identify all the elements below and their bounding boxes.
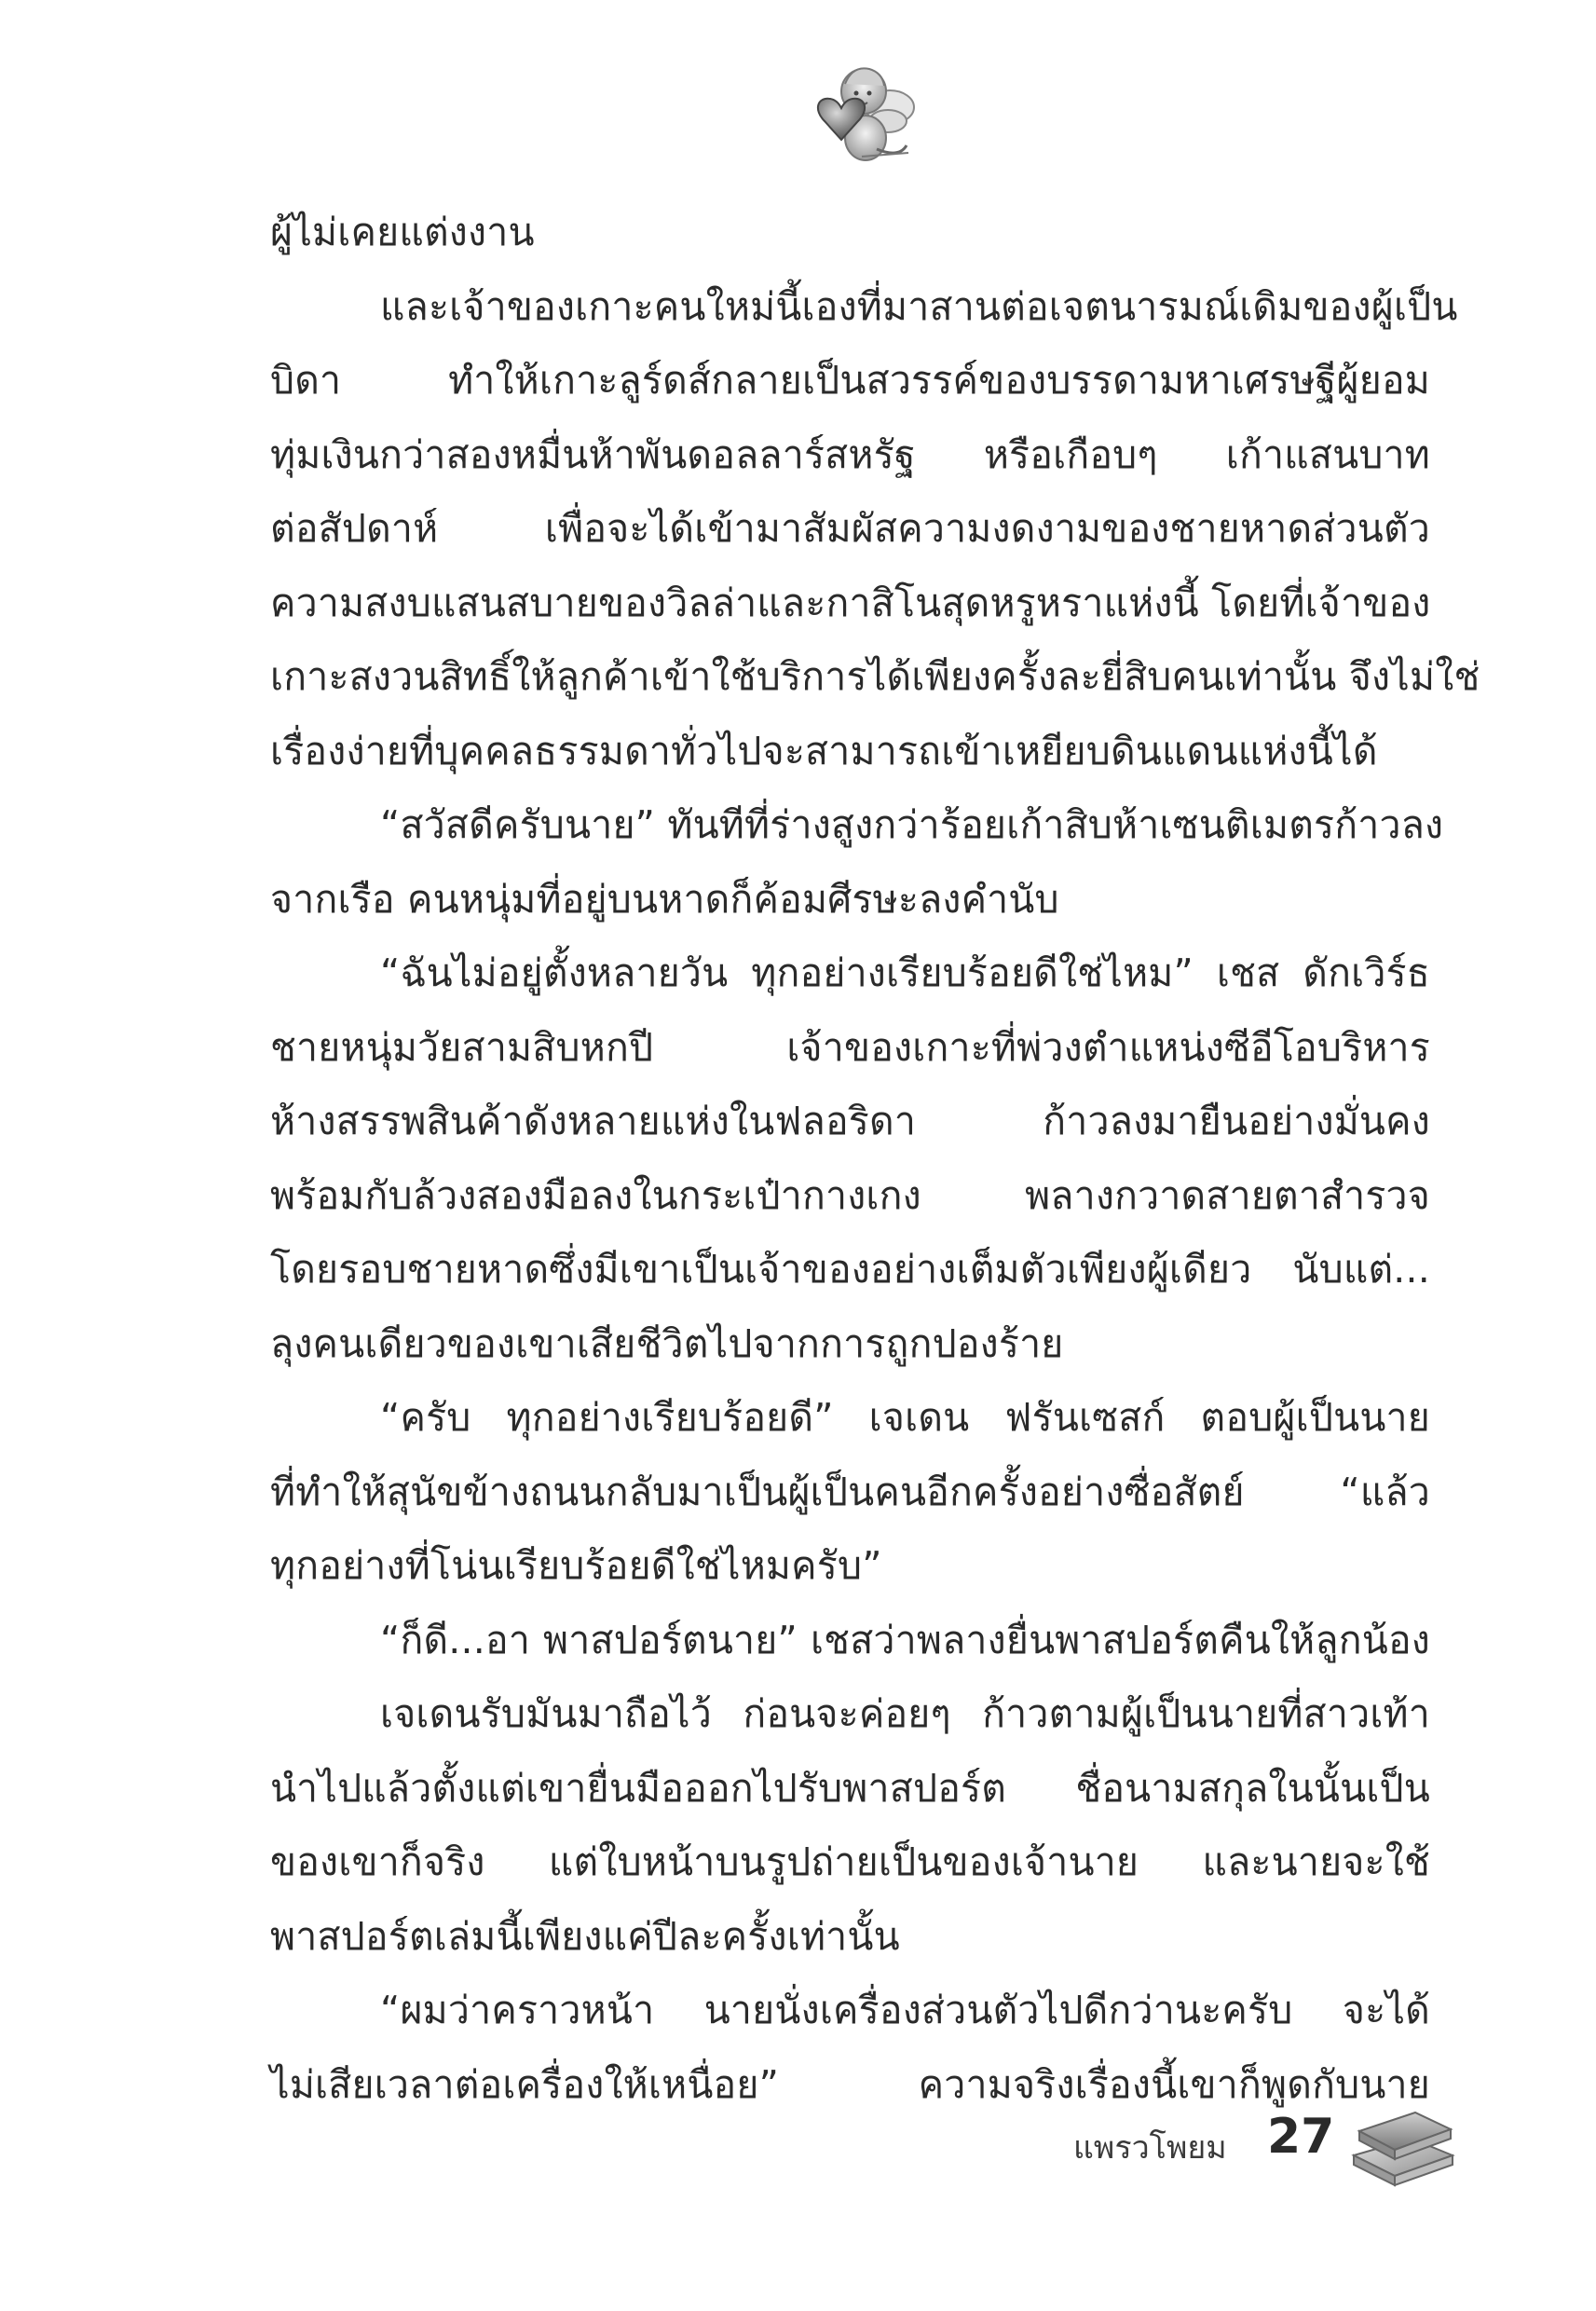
text-line: เจเดนรับมันมาถือไว้ ก่อนจะค่อยๆ ก้าวตามผู้เป็นนายที่สาวเท้า: [380, 1691, 1430, 1736]
text-line: “ครับ ทุกอย่างเรียบร้อยดี” เจเดน ฟรันเซสก์ ตอบผู้เป็นนาย: [380, 1395, 1430, 1440]
text-line: โดยรอบชายหาดซึ่งมีเขาเป็นเจ้าของอย่างเต็มตัวเพียงผู้เดียว นับแต่...: [270, 1247, 1430, 1292]
page-footer: [1062, 2101, 1463, 2195]
text-line: ทุ่มเงินกว่าสองหมื่นห้าพันดอลลาร์สหรัฐ หรือเกือบๆ เก้าแสนบาท: [270, 431, 1430, 477]
text-line: “ฉันไม่อยู่ตั้งหลายวัน ทุกอย่างเรียบร้อยดีใช่ไหม” เชส ดักเวิร์ธ: [380, 950, 1430, 995]
text-line: ความสงบแสนสบายของวิลล่าและกาสิโนสุดหรูหราแห่งนี้ โดยที่เจ้าของ: [270, 580, 1431, 625]
text-line: จากเรือ คนหนุ่มที่อยู่บนหาดก็ค้อมศีรษะลงคำนับ: [270, 876, 1059, 922]
text-line: ไม่เสียเวลาต่อเครื่องให้เหนื่อย” ความจริงเรื่องนี้เขาก็พูดกับนาย: [270, 2061, 1430, 2107]
text-line: ผู้ไม่เคยแต่งงาน: [270, 210, 535, 254]
cherub-with-heart-icon: [797, 56, 918, 177]
text-line: ลุงคนเดียวของเขาเสียชีวิตไปจากการถูกปองร้าย: [270, 1320, 1064, 1366]
book-title: แพรวโพยม: [1073, 2129, 1227, 2167]
text-line: ชายหนุ่มวัยสามสิบหกปี เจ้าของเกาะที่พ่วงตำแหน่งซีอีโอบริหาร: [270, 1024, 1430, 1070]
text-line: เกาะสงวนสิทธิ์ให้ลูกค้าเข้าใช้บริการได้เพียงครั้งละยี่สิบคนเท่านั้น จึงไม่ใช่: [270, 654, 1480, 699]
text-line: นำไปแล้วตั้งแต่เขายื่นมือออกไปรับพาสปอร์ต ชื่อนามสกุลในนั้นเป็น: [270, 1765, 1430, 1811]
text-line: “ผมว่าคราวหน้า นายนั่งเครื่องส่วนตัวไปดีกว่านะครับ จะได้: [380, 1988, 1430, 2032]
text-line: พร้อมกับล้วงสองมือลงในกระเป๋ากางเกง พลางกวาดสายตาสำรวจ: [270, 1172, 1430, 1218]
stacked-books-icon: [1346, 2090, 1458, 2193]
text-line: เรื่องง่ายที่บุคคลธรรมดาทั่วไปจะสามารถเข้าเหยียบดินแดนแห่งนี้ได้: [270, 728, 1378, 773]
text-line: ของเขาก็จริง แต่ใบหน้าบนรูปถ่ายเป็นของเจ้านาย และนายจะใช้: [270, 1839, 1430, 1884]
text-line: บิดา ทำให้เกาะลูร์ดส์กลายเป็นสวรรค์ของบรรดามหาเศรษฐีผู้ยอม: [270, 358, 1430, 403]
text-line: พาสปอร์ตเล่มนี้เพียงแค่ปีละครั้งเท่านั้น: [270, 1913, 900, 1959]
body-text: [270, 196, 1480, 2122]
text-line: ห้างสรรพสินค้าดังหลายแห่งในฟลอริดา ก้าวลงมายืนอย่างมั่นคง: [270, 1099, 1430, 1143]
page-number: 27: [1267, 2109, 1335, 2165]
text-line: ที่ทำให้สุนัขข้างถนนกลับมาเป็นผู้เป็นคนอีกครั้งอย่างซื่อสัตย์ “แล้ว: [270, 1469, 1430, 1514]
text-line: “สวัสดีครับนาย” ทันทีที่ร่างสูงกว่าร้อยเก้าสิบห้าเซนติเมตรก้าวลง: [380, 802, 1444, 847]
text-line: ทุกอย่างที่โน่นเรียบร้อยดีใช่ไหมครับ”: [270, 1543, 882, 1588]
text-line: และเจ้าของเกาะคนใหม่นี้เองที่มาสานต่อเจตนารมณ์เดิมของผู้เป็น: [380, 283, 1458, 329]
text-line: ต่อสัปดาห์ เพื่อจะได้เข้ามาสัมผัสความงดงามของชายหาดส่วนตัว: [270, 506, 1430, 551]
text-line: “ก็ดี...อา พาสปอร์ตนาย” เชสว่าพลางยื่นพาสปอร์ตคืนให้ลูกน้อง: [380, 1617, 1430, 1662]
